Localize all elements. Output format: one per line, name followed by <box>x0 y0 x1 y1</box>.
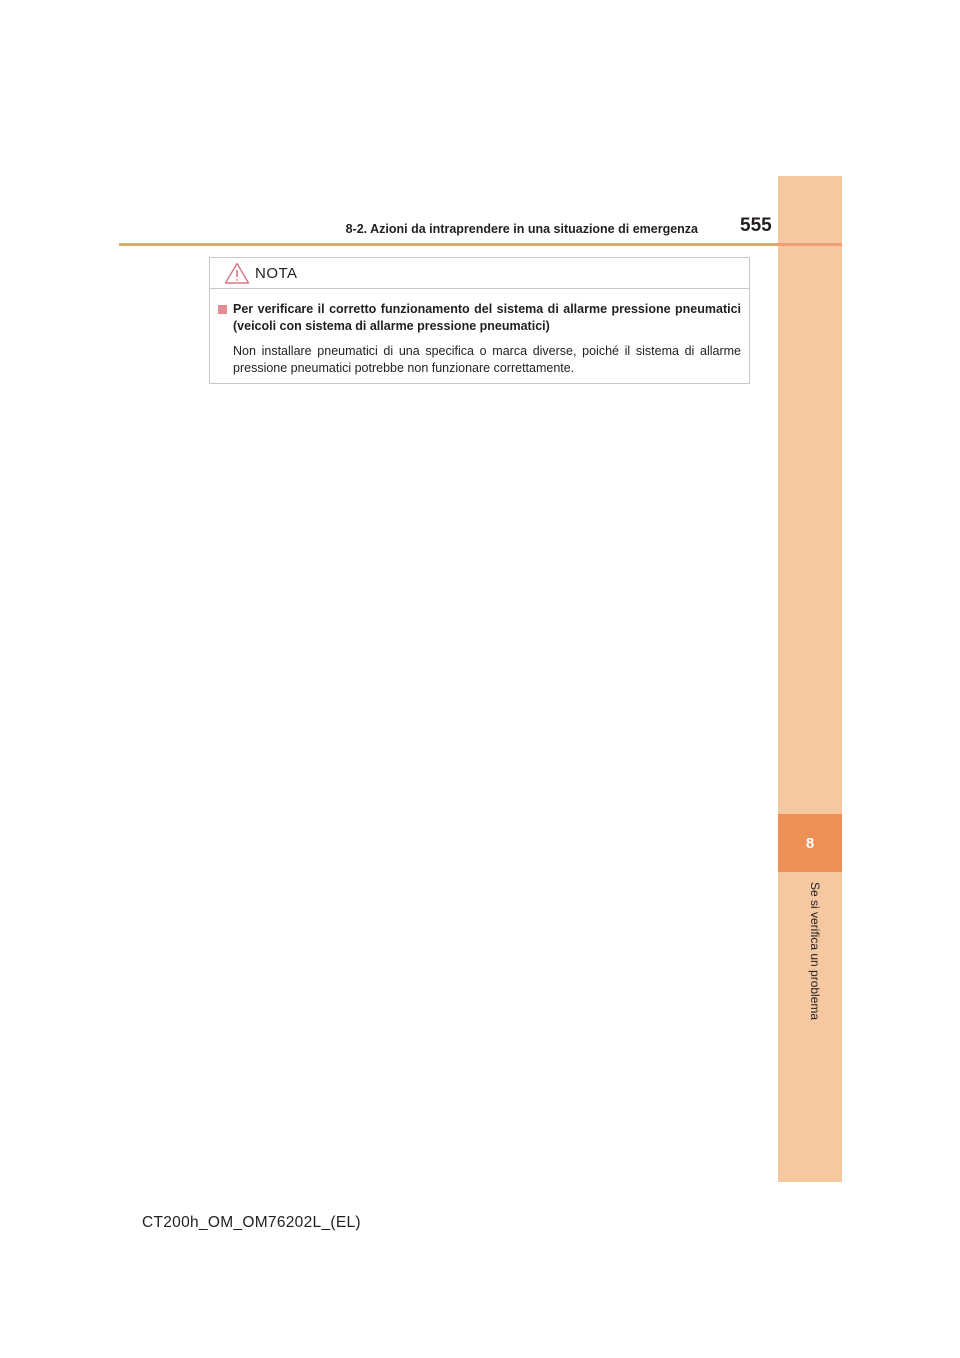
note-body <box>210 289 749 377</box>
section-title: 8-2. Azioni da intraprendere in una situazione di emergenza <box>345 222 698 236</box>
note-bullet <box>218 301 741 335</box>
note-box <box>209 257 750 384</box>
chapter-number-box <box>778 814 842 872</box>
header-rule <box>119 243 842 246</box>
note-title: NOTA <box>255 265 298 282</box>
page-number: 555 <box>740 215 772 236</box>
bullet-square-icon <box>218 305 227 314</box>
note-text: Non installare pneumatici di una specifica o marca diverse, poiché il sistema di allarme pressione pneumatici potrebbe non funzionare correttamente. <box>233 344 741 375</box>
warning-triangle-icon <box>224 262 250 284</box>
chapter-number: 8 <box>805 834 815 852</box>
note-heading: Per verificare il corretto funzionamento del sistema di allarme pressione pneumatici (veicoli con sistema di allarme pressione pneumatici) <box>233 302 741 333</box>
chapter-label: Se si verifica un problema <box>808 882 822 1021</box>
note-header <box>210 258 749 289</box>
document-code: CT200h_OM_OM76202L_(EL) <box>142 1214 361 1231</box>
